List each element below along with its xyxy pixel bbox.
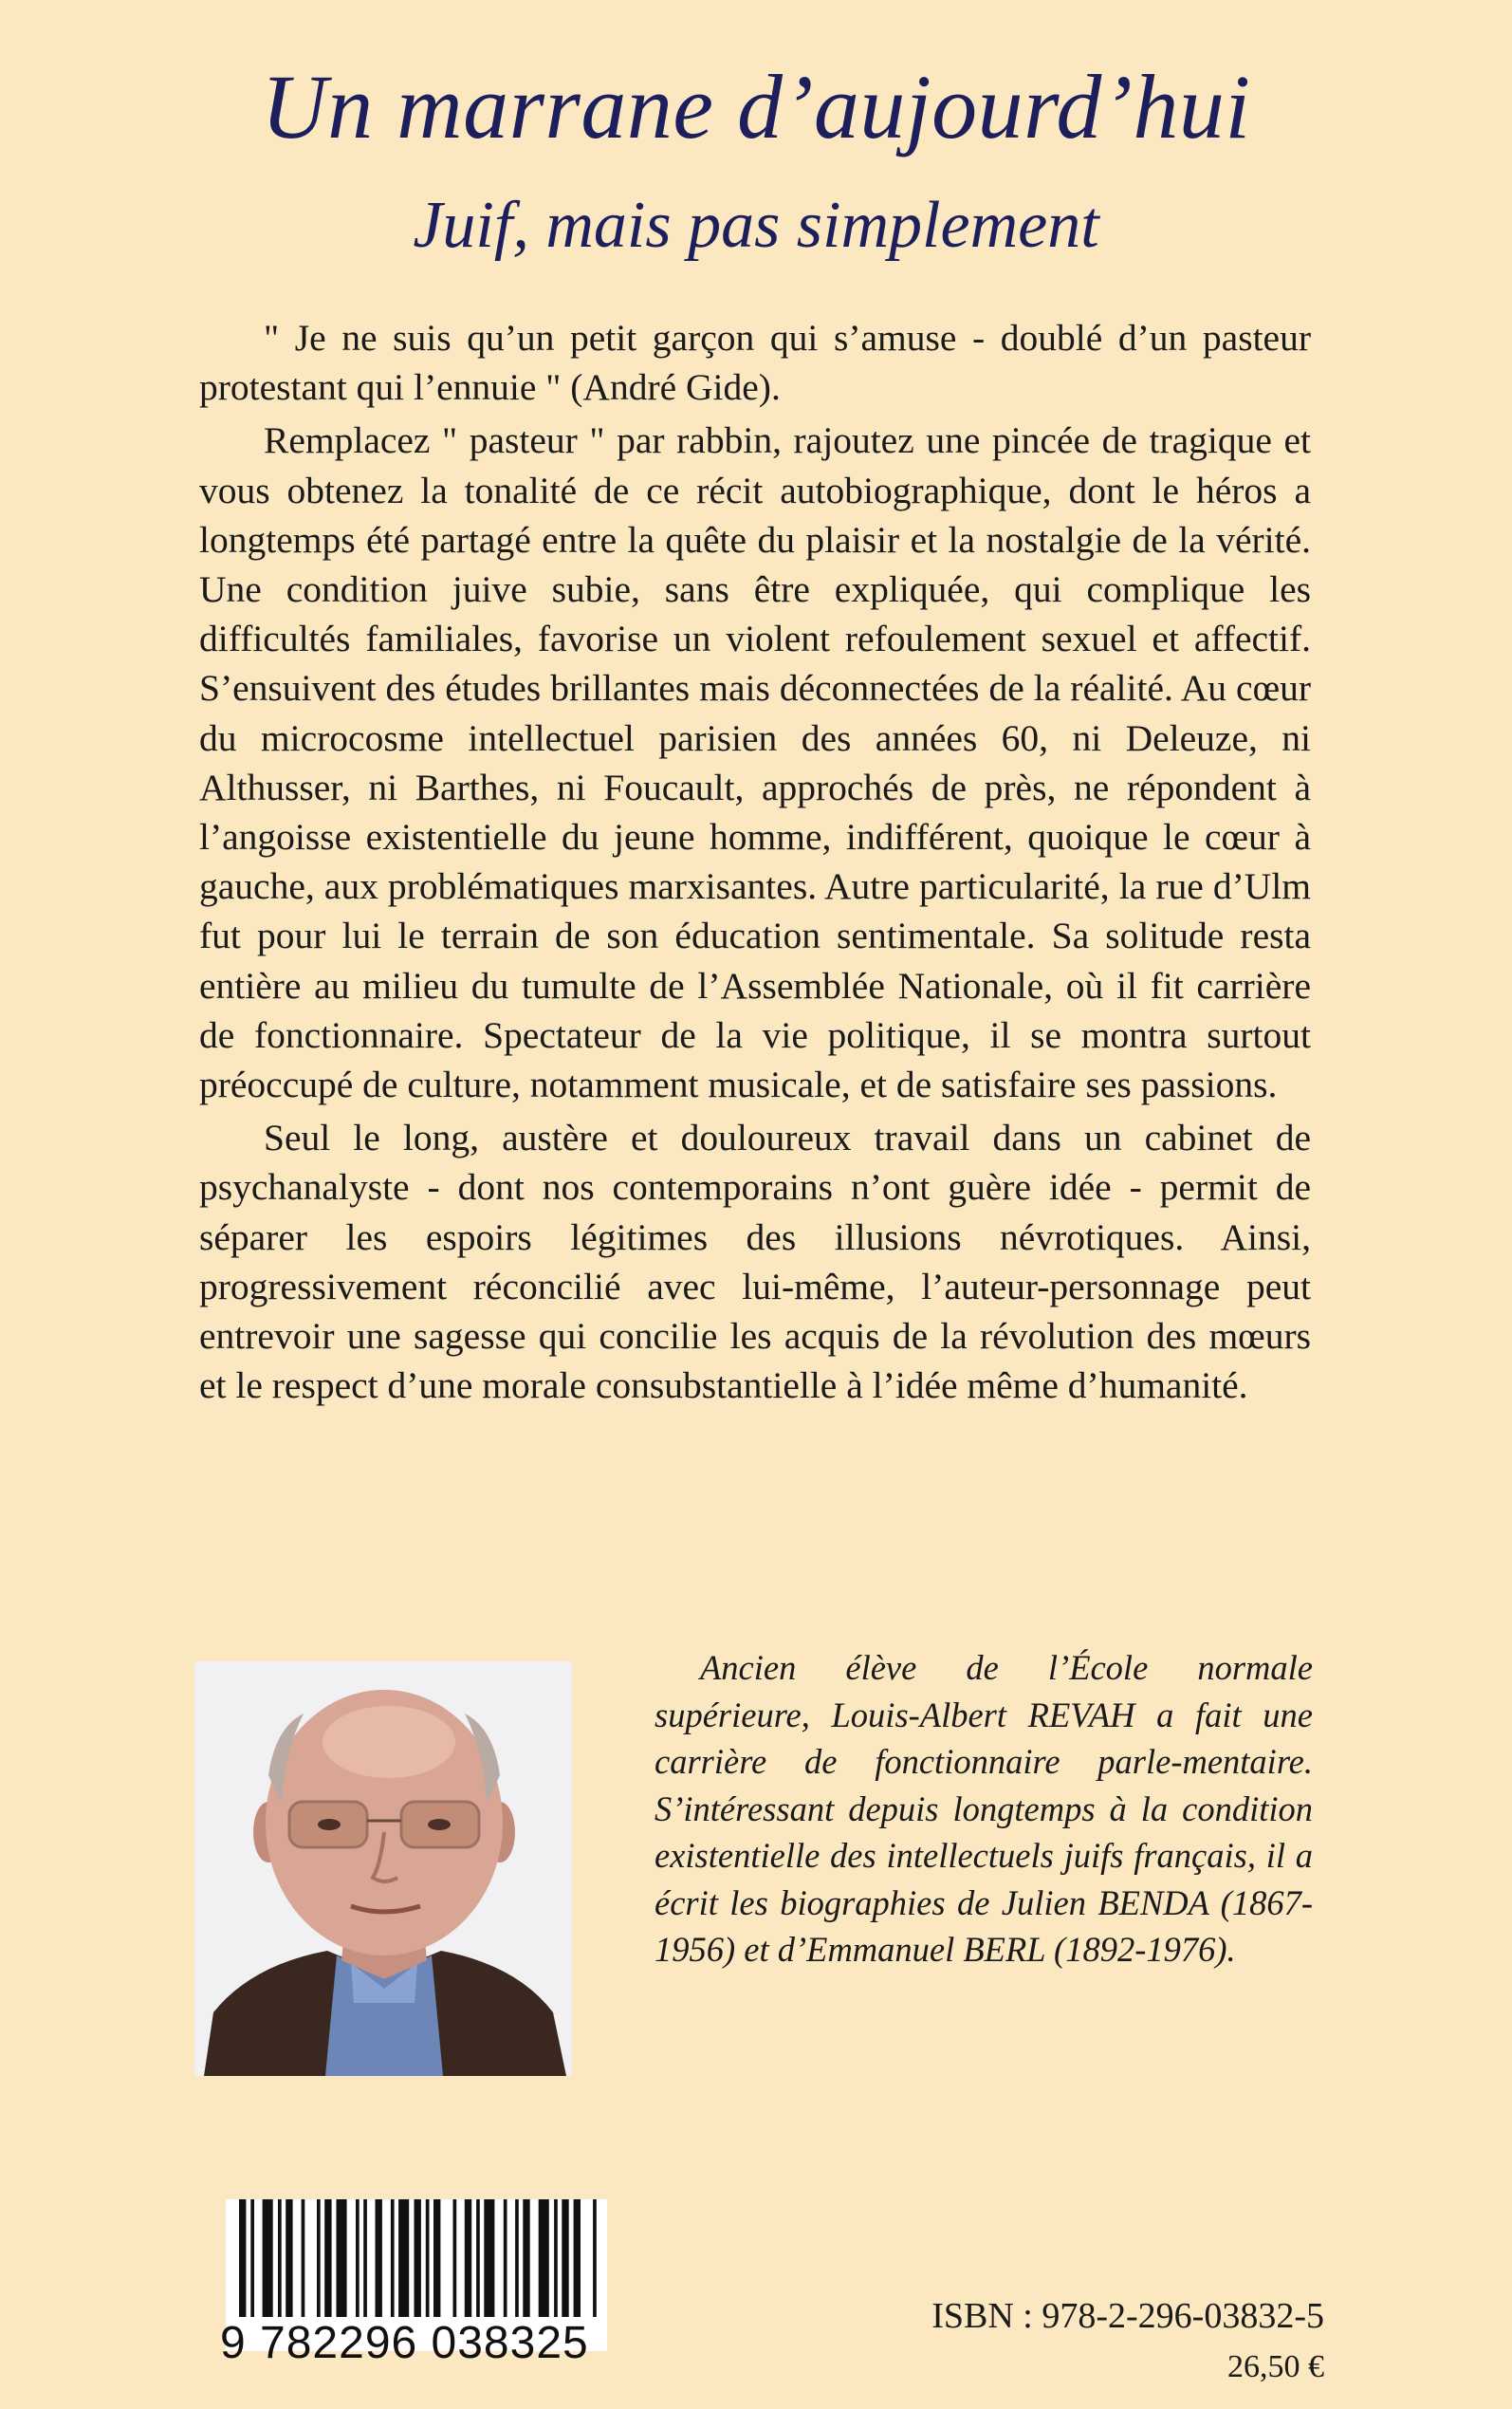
- book-subtitle: Juif, mais pas simplement: [413, 189, 1099, 262]
- barcode-digits: 9 782296 038325: [220, 2318, 589, 2368]
- book-title: Un marrane d’aujourd’hui: [261, 56, 1251, 158]
- back-cover-blurb: [199, 313, 1311, 1414]
- author-biography-text: Ancien élève de l’École normale supérieure, Louis-Albert REVAH a fait une carrière de fonctionnaire parle-mentaire. S’intéressant depuis longtemps à la condition existentielle des intellectuels juifs français, il a écrit les biographies de Julien BENDA (1867-1956) et d’Emmanuel BERL (1892-1976).: [655, 1648, 1313, 1969]
- barcode-bars: [226, 2199, 607, 2317]
- blurb-paragraph-2: Remplacez " pasteur " par rabbin, rajoutez une pincée de tragique et vous obtenez la tonalité de ce récit autobiographique, dont le héros a longtemps été partagé entre la quête du plaisir et la nostalgie de la vérité. Une condition juive subie, sans être expliquée, qui complique les difficultés familiales, favorise un violent refoulement sexuel et affectif. S’ensuivent des études brillantes mais déconnectées de la réalité. Au cœur du microcosme intellectuel parisien des années 60, ni Deleuze, ni Althusser, ni Barthes, ni Foucault, approchés de près, ne répondent à l’angoisse existentielle du jeune homme, indifférent, quoique le cœur à gauche, aux problématiques marxisantes. Autre particularité, la rue d’Ulm fut pour lui le terrain de son éducation sentimentale. Sa solitude resta entière au milieu du tumulte de l’Assemblée Nationale, où il fit carrière de fonctionnaire. Spectateur de la vie politique, il se montra surtout préoccupé de culture, notamment musicale, et de satisfaire ses passions.: [199, 419, 1311, 1106]
- blurb-paragraph-3: Seul le long, austère et douloureux travail dans un cabinet de psychanalyste - dont nos contemporains n’ont guère idée - permit de séparer les espoirs légitimes des illusions névrotiques. Ainsi, progressivement réconcilié avec lui-même, l’auteur-personnage peut entrevoir une sagesse qui concilie les acquis de la révolution des mœurs et le respect d’une morale consubstantielle à l’idée même d’humanité.: [199, 1117, 1311, 1407]
- blurb-paragraph-1: " Je ne suis qu’un petit garçon qui s’amuse - doublé d’un pasteur protestant qui l’ennuie " (André Gide).: [199, 317, 1311, 409]
- isbn: ISBN : 978-2-296-03832-5: [931, 2296, 1324, 2336]
- price: 26,50 €: [1227, 2349, 1324, 2384]
- author-biography: [655, 1644, 1313, 1974]
- author-photo: [194, 1661, 572, 2076]
